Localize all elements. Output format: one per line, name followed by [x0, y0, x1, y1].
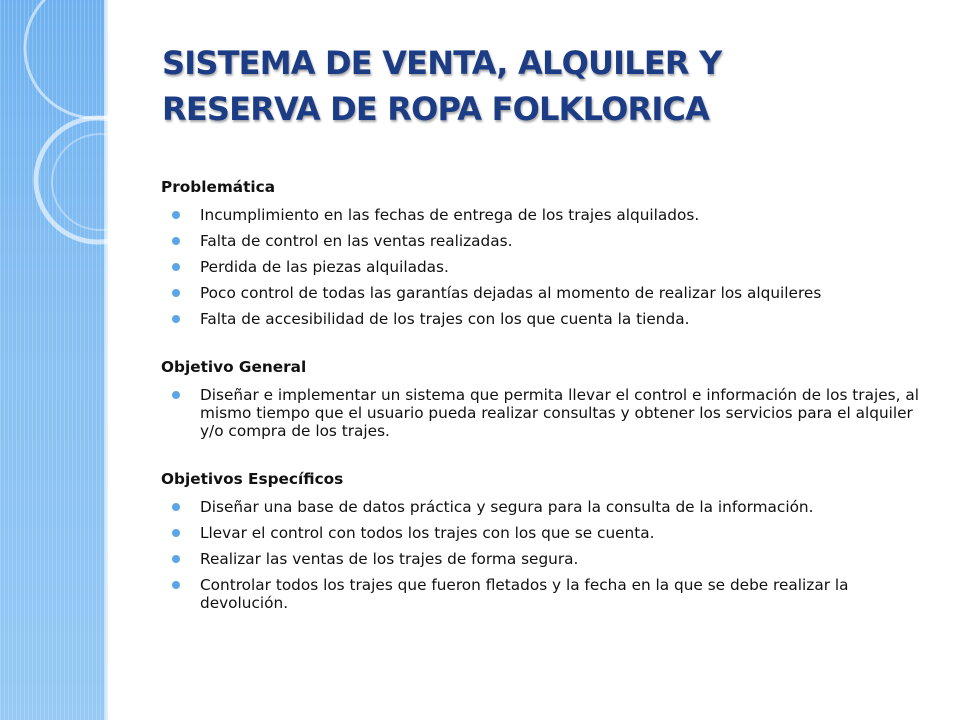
- list-item-text: Incumplimiento en las fechas de entrega de los trajes alquilados.: [200, 206, 700, 224]
- bullet-icon: [172, 529, 180, 537]
- list-item: [161, 310, 931, 328]
- list-item: [161, 524, 931, 542]
- bullet-icon: [172, 289, 180, 297]
- problematica-list: [161, 206, 931, 328]
- list-item-text: Perdida de las piezas alquiladas.: [200, 258, 449, 276]
- slide-title-line1: SISTEMA DE VENTA, ALQUILER Y: [162, 44, 722, 82]
- list-item: [161, 258, 931, 276]
- list-item: [161, 576, 931, 612]
- section-spacer: [161, 328, 931, 356]
- section-objetivos-especificos: [161, 468, 931, 612]
- list-item-text: Falta de control en las ventas realizadas.: [200, 232, 513, 250]
- list-item: [161, 386, 931, 440]
- bullet-icon: [172, 315, 180, 323]
- objetivo-general-list: [161, 386, 931, 440]
- list-item: [161, 550, 931, 568]
- slide-title: [162, 40, 922, 132]
- section-heading-problematica: Problemática: [161, 178, 276, 196]
- list-item-text: Diseñar una base de datos práctica y segura para la consulta de la información.: [200, 498, 814, 516]
- section-spacer: [161, 440, 931, 468]
- section-problematica: [161, 176, 931, 328]
- bullet-icon: [172, 503, 180, 511]
- bullet-icon: [172, 237, 180, 245]
- list-item: [161, 284, 931, 302]
- list-item-text: Controlar todos los trajes que fueron fletados y la fecha en la que se debe realizar la devolución.: [200, 576, 849, 612]
- list-item: [161, 498, 931, 516]
- bullet-icon: [172, 391, 180, 399]
- list-item-text: Realizar las ventas de los trajes de forma segura.: [200, 550, 579, 568]
- list-item-text: Llevar el control con todos los trajes con los que se cuenta.: [200, 524, 655, 542]
- section-heading-objetivo-general: Objetivo General: [161, 358, 307, 376]
- slide-title-line2: RESERVA DE ROPA FOLKLORICA: [162, 90, 710, 128]
- list-item-text: Diseñar e implementar un sistema que permita llevar el control e información de los trajes, al mismo tiempo que el usuario pueda realizar consultas y obtener los servicios para el alquiler y/o compra de los trajes.: [200, 386, 919, 440]
- bullet-icon: [172, 581, 180, 589]
- section-objetivo-general: [161, 356, 931, 440]
- bullet-icon: [172, 211, 180, 219]
- slide-content: [161, 176, 931, 612]
- list-item-text: Falta de accesibilidad de los trajes con los que cuenta la tienda.: [200, 310, 690, 328]
- objetivos-especificos-list: [161, 498, 931, 612]
- bullet-icon: [172, 263, 180, 271]
- bullet-icon: [172, 555, 180, 563]
- list-item: [161, 232, 931, 250]
- section-heading-objetivos-especificos: Objetivos Específicos: [161, 470, 344, 488]
- list-item: [161, 206, 931, 224]
- list-item-text: Poco control de todas las garantías dejadas al momento de realizar los alquileres: [200, 284, 822, 302]
